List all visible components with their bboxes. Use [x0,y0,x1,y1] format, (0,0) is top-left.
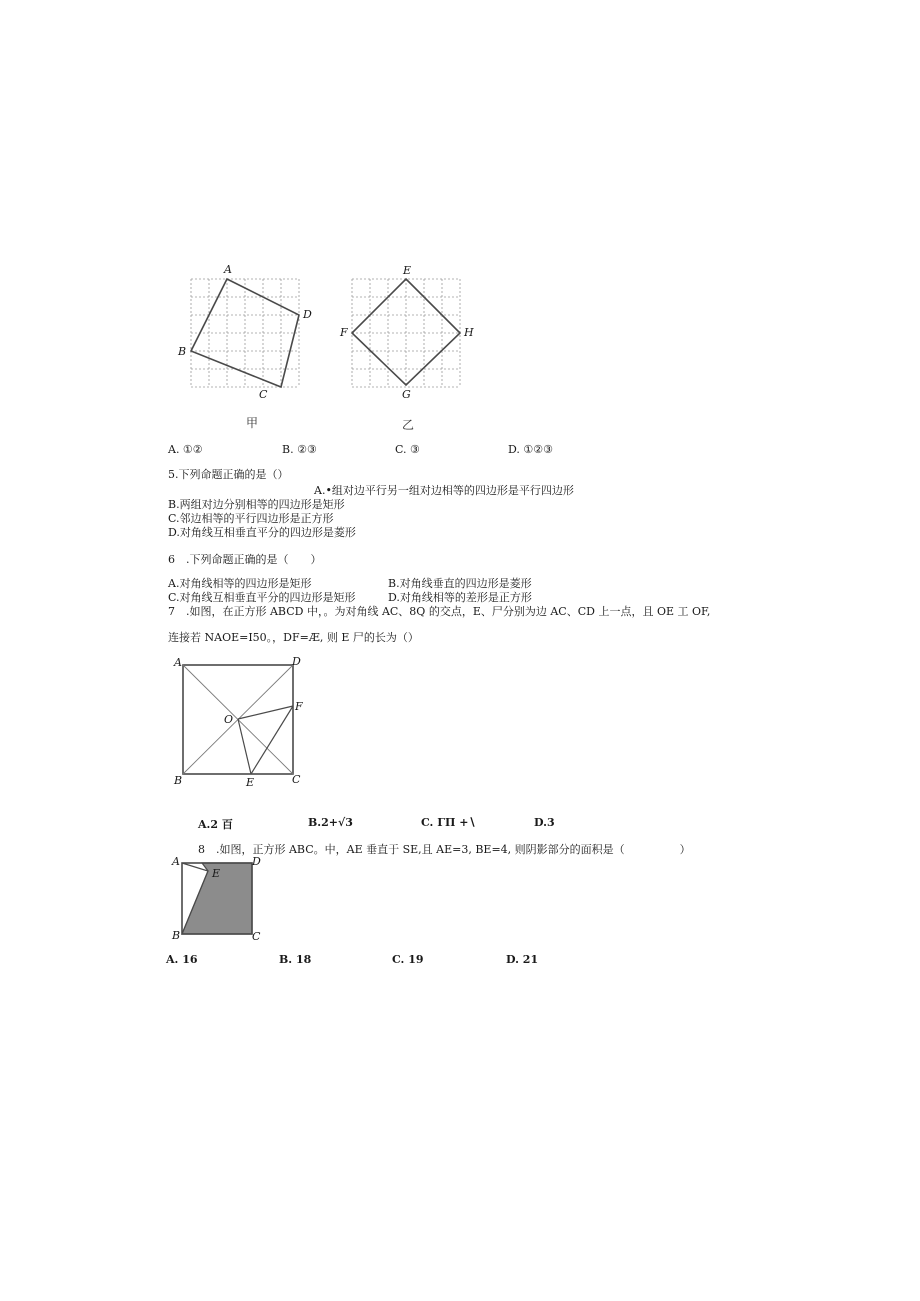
grid-yi [352,279,460,387]
caption-jia: 甲 [246,416,259,430]
label-a-jia: A [224,263,232,276]
q7-option-c: C. ΓΠ +∖ [421,816,476,829]
q8-label-c: C [252,930,261,943]
label-b-jia: B [178,345,187,358]
q7-label-o: O [224,713,234,726]
q6-option-a: A.对角线相等的四边形是矩形 [168,577,312,590]
q7-label-f: F [295,700,303,713]
q6-option-d: D.对角线相等的差形是正方形 [388,591,532,604]
q8-option-b: B. 18 [279,953,312,966]
q4-option-b: B. ②③ [282,443,317,456]
q8-option-a: A. 16 [166,953,198,966]
q4-option-c: C. ③ [395,443,420,456]
q8-label-b: B [172,929,181,942]
q7-option-b: B.2+√3 [308,816,353,829]
figure-q7 [180,662,300,777]
grid-jia [191,279,299,387]
figure-yi [352,276,467,391]
label-f-yi: F [340,326,348,339]
q6-option-b: B.对角线垂直的四边形是菱形 [388,577,532,590]
q8-label-d: D [252,855,261,868]
q8-option-d: D. 21 [506,953,539,966]
q7-label-d: D [292,655,301,668]
q8-option-c: C. 19 [392,953,424,966]
figure-jia [188,276,308,391]
q8-stem: 8 .如图，正方形 ABC。中，AE 垂直于 SE,且 AE=3, BE=4, 则阴影部分的面积是（ ） [198,843,691,856]
caption-yi: 乙 [402,418,415,432]
q5-option-c: C.邻边相等的平行四边形是正方形 [168,512,334,525]
q7-stem-line2: 连接若 NAOE=I50。，DF=Æ, 则 E 尸的长为（） [168,631,419,644]
q7-label-b: B [174,774,183,787]
q4-option-d: D. ①②③ [508,443,554,456]
q7-label-a: A [174,656,182,669]
q5-option-d: D.对角线互相垂直平分的四边形是菱形 [168,526,356,539]
q6-option-c: C.对角线互相垂直平分的四边形是矩形 [168,591,356,604]
q4-option-a: A. ①② [168,443,203,456]
q7-stem-line1: 7 .如图，在正方形 ABCD 中，。为对角线 AC、8Q 的交点，E、尸分别为边 AC、CD 上一点，且 OE 工 OF, [168,605,711,618]
label-h-yi: H [464,326,474,339]
q7-label-e: E [246,776,255,789]
q6-stem: 6 .下列命题正确的是（ ） [168,553,322,566]
q7-label-c: C [292,773,301,786]
q5-stem: 5.下列命题正确的是（） [168,468,289,481]
q7-option-d: D.3 [534,816,555,829]
q5-option-b: B.两组对边分别相等的四边形是矩形 [168,498,345,511]
q8-label-e: E [212,867,221,880]
q7-option-a: A.2 百 [198,818,233,831]
q5-option-a: A.•组对边平行另一组对边相等的四边形是平行四边形 [314,484,574,497]
label-d-jia: D [303,308,312,321]
q8-label-a: A [172,855,180,868]
label-c-jia: C [259,388,268,401]
label-g-yi: G [402,388,411,401]
label-e-yi: E [403,264,412,277]
